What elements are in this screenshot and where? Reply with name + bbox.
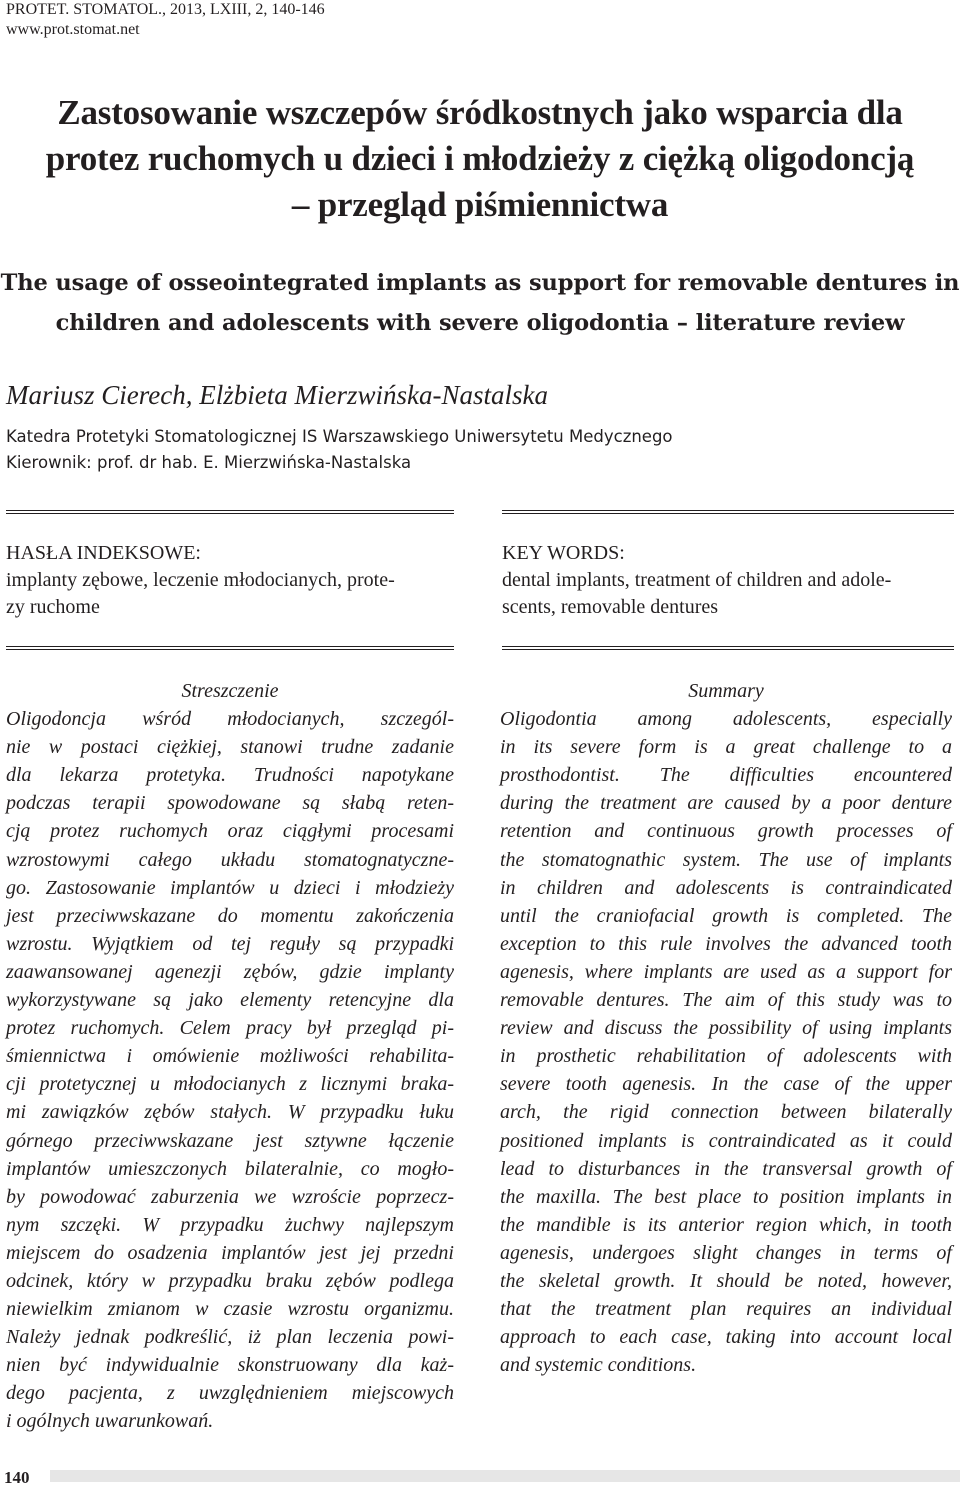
abstract-polish-line: by powodować zaburzenia we wzroście poprzecz- <box>6 1185 454 1208</box>
keywords-english <box>502 540 891 621</box>
abstract-english-line: retention and continuous growth processes of <box>500 820 952 843</box>
abstract-polish-line: zaawansowanej agenezji zębów, gdzie implanty <box>6 960 454 983</box>
abstract-english-line: removable dentures. The aim of this study was to <box>500 989 952 1012</box>
title-english-line: The usage of osseointegrated implants as support for removable dentures in <box>0 270 960 296</box>
abstract-polish-line: Oligodoncja wśród młodocianych, szczegól- <box>6 708 454 731</box>
abstract-english-line: during the treatment are caused by a poor denture <box>500 792 952 815</box>
abstract-english-line: severe tooth agenesis. In the case of the upper <box>500 1073 952 1096</box>
abstract-english-line: the maxilla. The best place to position implants in <box>500 1185 952 1208</box>
abstract-polish-line: Należy jednak podkreślić, iż plan leczenia powi- <box>6 1326 454 1349</box>
affiliation-head: Kierownik: prof. dr hab. E. Mierzwińska-Nastalska <box>6 453 412 472</box>
abstract-polish-line: śmiennictwa i omówienie możliwości rehabilita- <box>6 1045 454 1068</box>
divider-rule <box>502 646 954 650</box>
abstract-english-line: prosthodontist. The difficulties encountered <box>500 764 952 787</box>
title-english <box>0 263 960 343</box>
abstract-polish-line: górnego przeciwwskazane jest sztywne łączenie <box>6 1129 454 1152</box>
abstract-english <box>500 677 952 1379</box>
title-polish <box>0 90 960 228</box>
abstract-polish-line: protez ruchomych. Celem pracy był przegląd pi- <box>6 1017 454 1040</box>
abstract-polish-line: niewielkim zmianom w czasie wzrostu organizmu. <box>6 1298 454 1321</box>
abstract-polish-line: implantów umieszczonych bilateralnie, co mogło- <box>6 1157 454 1180</box>
divider-rule <box>6 510 454 514</box>
journal-citation: PROTET. STOMATOL., 2013, LXIII, 2, 140-146 <box>6 1 325 18</box>
divider-rule <box>6 646 454 650</box>
abstract-polish-line: go. Zastosowanie implantów u dzieci i młodzieży <box>6 876 454 899</box>
title-polish-line: protez ruchomych u dzieci i młodzieży z ciężką oligodoncją <box>45 139 915 178</box>
title-english-line: children and adolescents with severe oligodontia – literature review <box>55 310 905 336</box>
abstract-english-line: in prosthetic rehabilitation of adolescents with <box>500 1045 952 1068</box>
abstract-polish-line: miejscem do osadzenia implantów jest jej przedni <box>6 1241 454 1264</box>
divider-rule <box>502 510 954 514</box>
abstract-english-line: lead to disturbances in the transversal growth of <box>500 1157 952 1180</box>
abstract-polish-line: nie w postaci ciężkiej, stanowi trudne zadanie <box>6 736 454 759</box>
abstract-polish-line: jest przeciwwskazane do momentu zakończenia <box>6 904 454 927</box>
journal-header <box>6 0 325 40</box>
authors: Mariusz Cierech, Elżbieta Mierzwińska-Nastalska <box>6 380 548 410</box>
keywords-polish-heading: HASŁA INDEKSOWE: <box>6 542 201 564</box>
title-polish-line: – przegląd piśmiennictwa <box>291 185 669 224</box>
abstract-polish-line: cji protetycznej u młodocianych z licznymi braka- <box>6 1073 454 1096</box>
abstract-polish-line: nien być indywidualnie skonstruowany dla każ- <box>6 1354 454 1377</box>
abstract-english-line: in its severe form is a great challenge to a <box>500 736 952 759</box>
abstract-english-line: that the treatment plan requires an individual <box>500 1298 952 1321</box>
keywords-english-heading: KEY WORDS: <box>502 542 625 564</box>
abstract-polish-line: wzrostowymi całego układu stomatognatyczne- <box>6 848 454 871</box>
footer-bar <box>50 1470 960 1482</box>
affiliation <box>6 424 673 476</box>
abstract-english-line: in children and adolescents is contraindicated <box>500 876 952 899</box>
title-polish-line: Zastosowanie wszczepów śródkostnych jako wsparcia dla <box>57 93 903 132</box>
journal-url[interactable]: www.prot.stomat.net <box>6 21 140 38</box>
abstract-english-line: and systemic conditions. <box>500 1354 697 1377</box>
abstract-polish-heading: Streszczenie <box>181 680 279 702</box>
abstract-polish-line: i ogólnych uwarunkowań. <box>6 1410 214 1433</box>
page-number: 140 <box>4 1468 30 1487</box>
keywords-english-line: scents, removable dentures <box>502 596 719 618</box>
abstract-english-heading: Summary <box>688 680 764 702</box>
abstract-polish-line: podczas terapii spowodowane są słabą reten- <box>6 792 454 815</box>
keywords-polish <box>6 540 395 621</box>
abstract-english-line: until the craniofacial growth is completed. The <box>500 904 952 927</box>
abstract-polish-line: dego pacjenta, z uwzględnieniem miejscowych <box>6 1382 454 1405</box>
abstract-polish-line: nym szczęki. W przypadku żuchwy najlepszym <box>6 1213 454 1236</box>
abstract-english-line: the skeletal growth. It should be noted, however, <box>500 1269 952 1292</box>
abstract-english-line: exception to this rule involves the advanced tooth <box>500 932 952 955</box>
abstract-polish-line: wykorzystywane są jako elementy retencyjne dla <box>6 989 454 1012</box>
keywords-polish-line: implanty zębowe, leczenie młodocianych, prote- <box>6 569 395 591</box>
abstract-polish-line: mi zawiązków zębów stałych. W przypadku łuku <box>6 1101 454 1124</box>
abstract-english-line: the mandible is its anterior region which, in tooth <box>500 1213 952 1236</box>
abstract-polish-line: odcinek, który w przypadku braku zębów podlega <box>6 1269 454 1292</box>
abstract-english-line: Oligodontia among adolescents, especially <box>500 708 952 731</box>
keywords-polish-line: zy ruchome <box>6 596 100 618</box>
abstract-english-line: agenesis, where implants are used as a support for <box>500 960 952 983</box>
abstract-polish-line: dla lekarza protetyka. Trudności napotykane <box>6 764 454 787</box>
affiliation-department: Katedra Protetyki Stomatologicznej IS Warszawskiego Uniwersytetu Medycznego <box>6 427 673 446</box>
abstract-english-line: the stomatognathic system. The use of implants <box>500 848 952 871</box>
keywords-english-line: dental implants, treatment of children and adole- <box>502 569 892 591</box>
abstract-english-line: agenesis, undergoes slight changes in terms of <box>500 1241 952 1264</box>
abstract-polish-line: wzrostu. Wyjątkiem od tej reguły są przypadki <box>6 932 454 955</box>
abstract-english-line: arch, the rigid connection between bilaterally <box>500 1101 952 1124</box>
abstract-polish-line: cją protez ruchomych oraz ciągłymi procesami <box>6 820 454 843</box>
abstract-english-line: approach to each case, taking into account local <box>500 1326 952 1349</box>
abstract-polish <box>6 677 454 1436</box>
abstract-english-line: review and discuss the possibility of using implants <box>500 1017 952 1040</box>
abstract-english-line: positioned implants is contraindicated as it could <box>500 1129 952 1152</box>
